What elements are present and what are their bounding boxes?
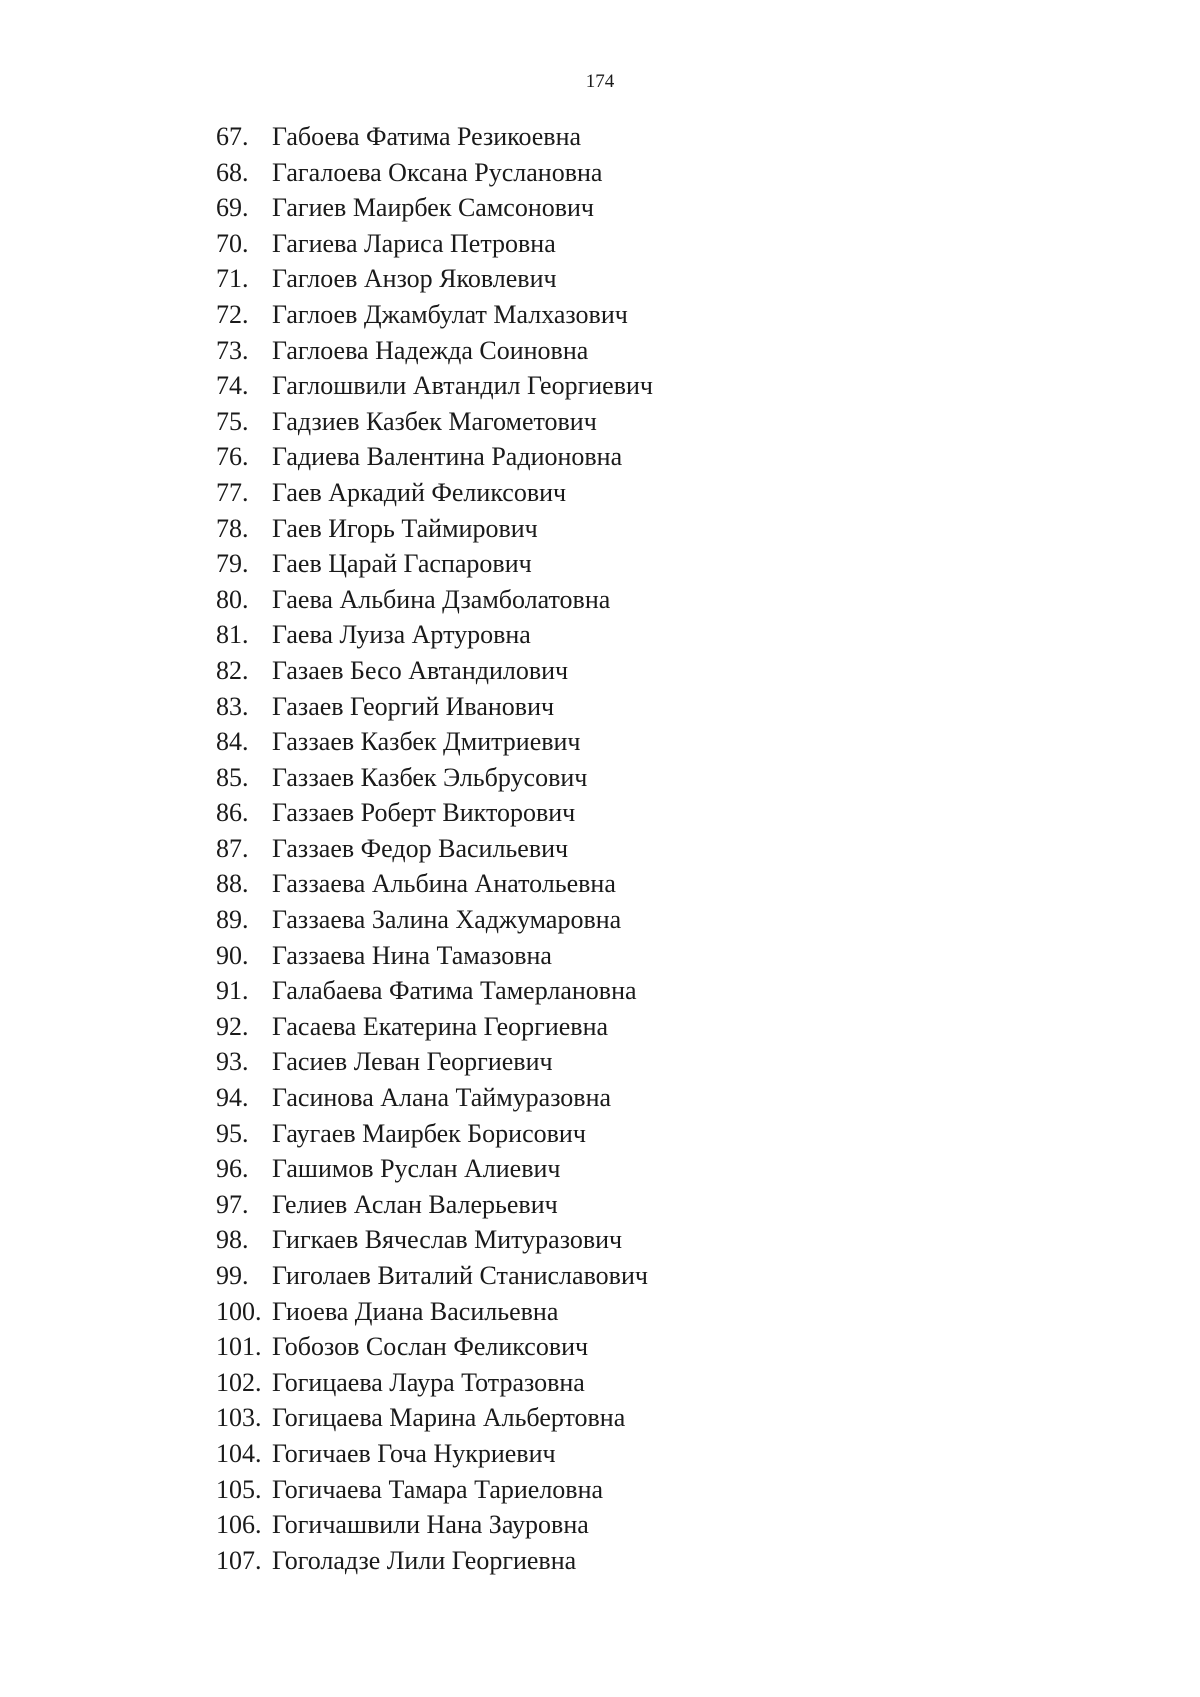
list-item [216, 1507, 653, 1543]
item-number: 90. [216, 940, 249, 970]
item-number: 99. [216, 1261, 249, 1290]
list-item [216, 475, 653, 511]
item-number: 70. [216, 228, 249, 258]
item-number: 95. [216, 1118, 249, 1148]
item-number: 106. [216, 1510, 262, 1540]
item-number: 104. [216, 1438, 262, 1468]
person-name: Гиголаев Виталий Станиславович [272, 1261, 648, 1290]
person-name: Гаглошвили Автандил Георгиевич [272, 371, 653, 401]
list-item [216, 689, 653, 725]
page-number: 174 [585, 71, 615, 92]
item-number: 88. [216, 869, 249, 899]
list-item [216, 617, 653, 653]
person-name: Газзаева Альбина Анатольевна [272, 869, 616, 899]
person-name: Гасинова Алана Таймуразовна [272, 1083, 612, 1113]
person-name: Гогицаева Лаура Тотразовна [272, 1367, 585, 1397]
list-item [216, 653, 653, 689]
item-number: 101. [216, 1332, 262, 1362]
list-item [216, 297, 653, 333]
list-item [216, 439, 653, 475]
list-item [216, 1472, 653, 1508]
person-name: Газзаев Казбек Эльбрусович [272, 762, 588, 792]
person-name: Гадиева Валентина Радионовна [272, 442, 623, 472]
person-name: Газаев Бесо Автандилович [272, 655, 569, 685]
person-name: Гаев Игорь Таймирович [272, 513, 538, 543]
person-name: Гагиев Маирбек Самсонович [272, 193, 595, 223]
item-number: 82. [216, 655, 249, 685]
list-item [216, 866, 653, 902]
list-item [216, 973, 653, 1009]
person-name: Гаев Царай Гаспарович [272, 549, 532, 579]
item-number: 77. [216, 477, 249, 507]
person-name: Габоева Фатима Резикоевна [272, 122, 582, 151]
person-name: Гашимов Руслан Алиевич [272, 1154, 561, 1184]
item-number: 100. [216, 1296, 262, 1326]
person-name: Гасиев Леван Георгиевич [272, 1047, 553, 1077]
list-item [216, 582, 653, 618]
item-number: 79. [216, 549, 249, 579]
person-name: Газзаев Федор Васильевич [272, 833, 569, 863]
item-number: 98. [216, 1225, 249, 1255]
list-item [216, 261, 653, 297]
item-number: 103. [216, 1403, 262, 1433]
item-number: 78. [216, 513, 249, 543]
person-name: Гаглоев Джамбулат Малхазович [272, 299, 628, 329]
list-item [216, 902, 653, 938]
list-item [216, 1543, 653, 1579]
item-number: 68. [216, 157, 249, 187]
person-name: Гагиева Лариса Петровна [272, 228, 556, 258]
list-item [216, 546, 653, 582]
item-number: 96. [216, 1154, 249, 1184]
list-item [216, 1151, 653, 1187]
person-name: Газзаева Залина Хаджумаровна [272, 905, 622, 935]
item-number: 81. [216, 620, 249, 650]
list-item [216, 831, 653, 867]
item-number: 89. [216, 905, 249, 935]
list-item [216, 1009, 653, 1045]
list-item [216, 724, 653, 760]
person-name: Гадзиев Казбек Магометович [272, 406, 597, 436]
item-number: 85. [216, 762, 249, 792]
item-number: 91. [216, 976, 249, 1006]
list-item [216, 1222, 653, 1258]
person-name: Газаев Георгий Иванович [272, 691, 555, 721]
item-number: 87. [216, 833, 249, 863]
item-number: 92. [216, 1011, 249, 1041]
item-number: 74. [216, 371, 249, 401]
list-item [216, 226, 653, 262]
item-number: 105. [216, 1474, 262, 1504]
list-item [216, 1187, 653, 1223]
person-name: Галабаева Фатима Тамерлановна [272, 976, 637, 1006]
person-name: Гаев Аркадий Феликсович [272, 477, 567, 507]
list-item [216, 368, 653, 404]
item-number: 67. [216, 122, 249, 151]
item-number: 71. [216, 264, 249, 294]
list-item [216, 1116, 653, 1152]
list-item [216, 1436, 653, 1472]
list-item [216, 1044, 653, 1080]
person-name: Газзаева Нина Тамазовна [272, 940, 552, 970]
person-name: Гигкаев Вячеслав Митуразович [272, 1225, 623, 1255]
person-name: Гаглоев Анзор Яковлевич [272, 264, 557, 294]
item-number: 86. [216, 798, 249, 828]
list-item [216, 1365, 653, 1401]
list-item [216, 404, 653, 440]
person-name: Гиоева Диана Васильевна [272, 1296, 559, 1326]
person-name: Гаева Альбина Дзамболатовна [272, 584, 611, 614]
list-item [216, 795, 653, 831]
item-number: 102. [216, 1367, 262, 1397]
item-number: 84. [216, 727, 249, 757]
list-item [216, 938, 653, 974]
item-number: 76. [216, 442, 249, 472]
list-item [216, 760, 653, 796]
item-number: 83. [216, 691, 249, 721]
list-item [216, 1080, 653, 1116]
person-name: Гелиев Аслан Валерьевич [272, 1189, 558, 1219]
item-number: 73. [216, 335, 249, 365]
item-number: 75. [216, 406, 249, 436]
item-number: 94. [216, 1083, 249, 1113]
person-name: Гагалоева Оксана Руслановна [272, 157, 603, 187]
list-item [216, 333, 653, 369]
item-number: 80. [216, 584, 249, 614]
person-name: Гогичашвили Нана Зауровна [272, 1510, 589, 1540]
person-name: Гаглоева Надежда Соиновна [272, 335, 589, 365]
list-item [216, 1258, 653, 1294]
person-name: Гогичаев Гоча Нукриевич [272, 1438, 556, 1468]
name-list [216, 119, 653, 1578]
item-number: 97. [216, 1189, 249, 1219]
person-name: Гогичаева Тамара Тариеловна [272, 1474, 604, 1504]
person-name: Гаева Луиза Артуровна [272, 620, 531, 650]
person-name: Гаугаев Маирбек Борисович [272, 1118, 586, 1148]
person-name: Гогицаева Марина Альбертовна [272, 1403, 626, 1433]
list-item [216, 190, 653, 226]
list-item [216, 1400, 653, 1436]
list-item [216, 511, 653, 547]
list-item [216, 155, 653, 191]
item-number: 69. [216, 193, 249, 223]
item-number: 72. [216, 299, 249, 329]
item-number: 93. [216, 1047, 249, 1077]
item-number: 107. [216, 1545, 262, 1575]
person-name: Газзаев Казбек Дмитриевич [272, 727, 581, 757]
list-item [216, 1329, 653, 1365]
person-name: Гоголадзе Лили Георгиевна [272, 1545, 577, 1575]
person-name: Гобозов Сослан Феликсович [272, 1332, 589, 1362]
list-item [216, 119, 653, 155]
list-item [216, 1294, 653, 1330]
person-name: Газзаев Роберт Викторович [272, 798, 576, 828]
person-name: Гасаева Екатерина Георгиевна [272, 1011, 609, 1041]
